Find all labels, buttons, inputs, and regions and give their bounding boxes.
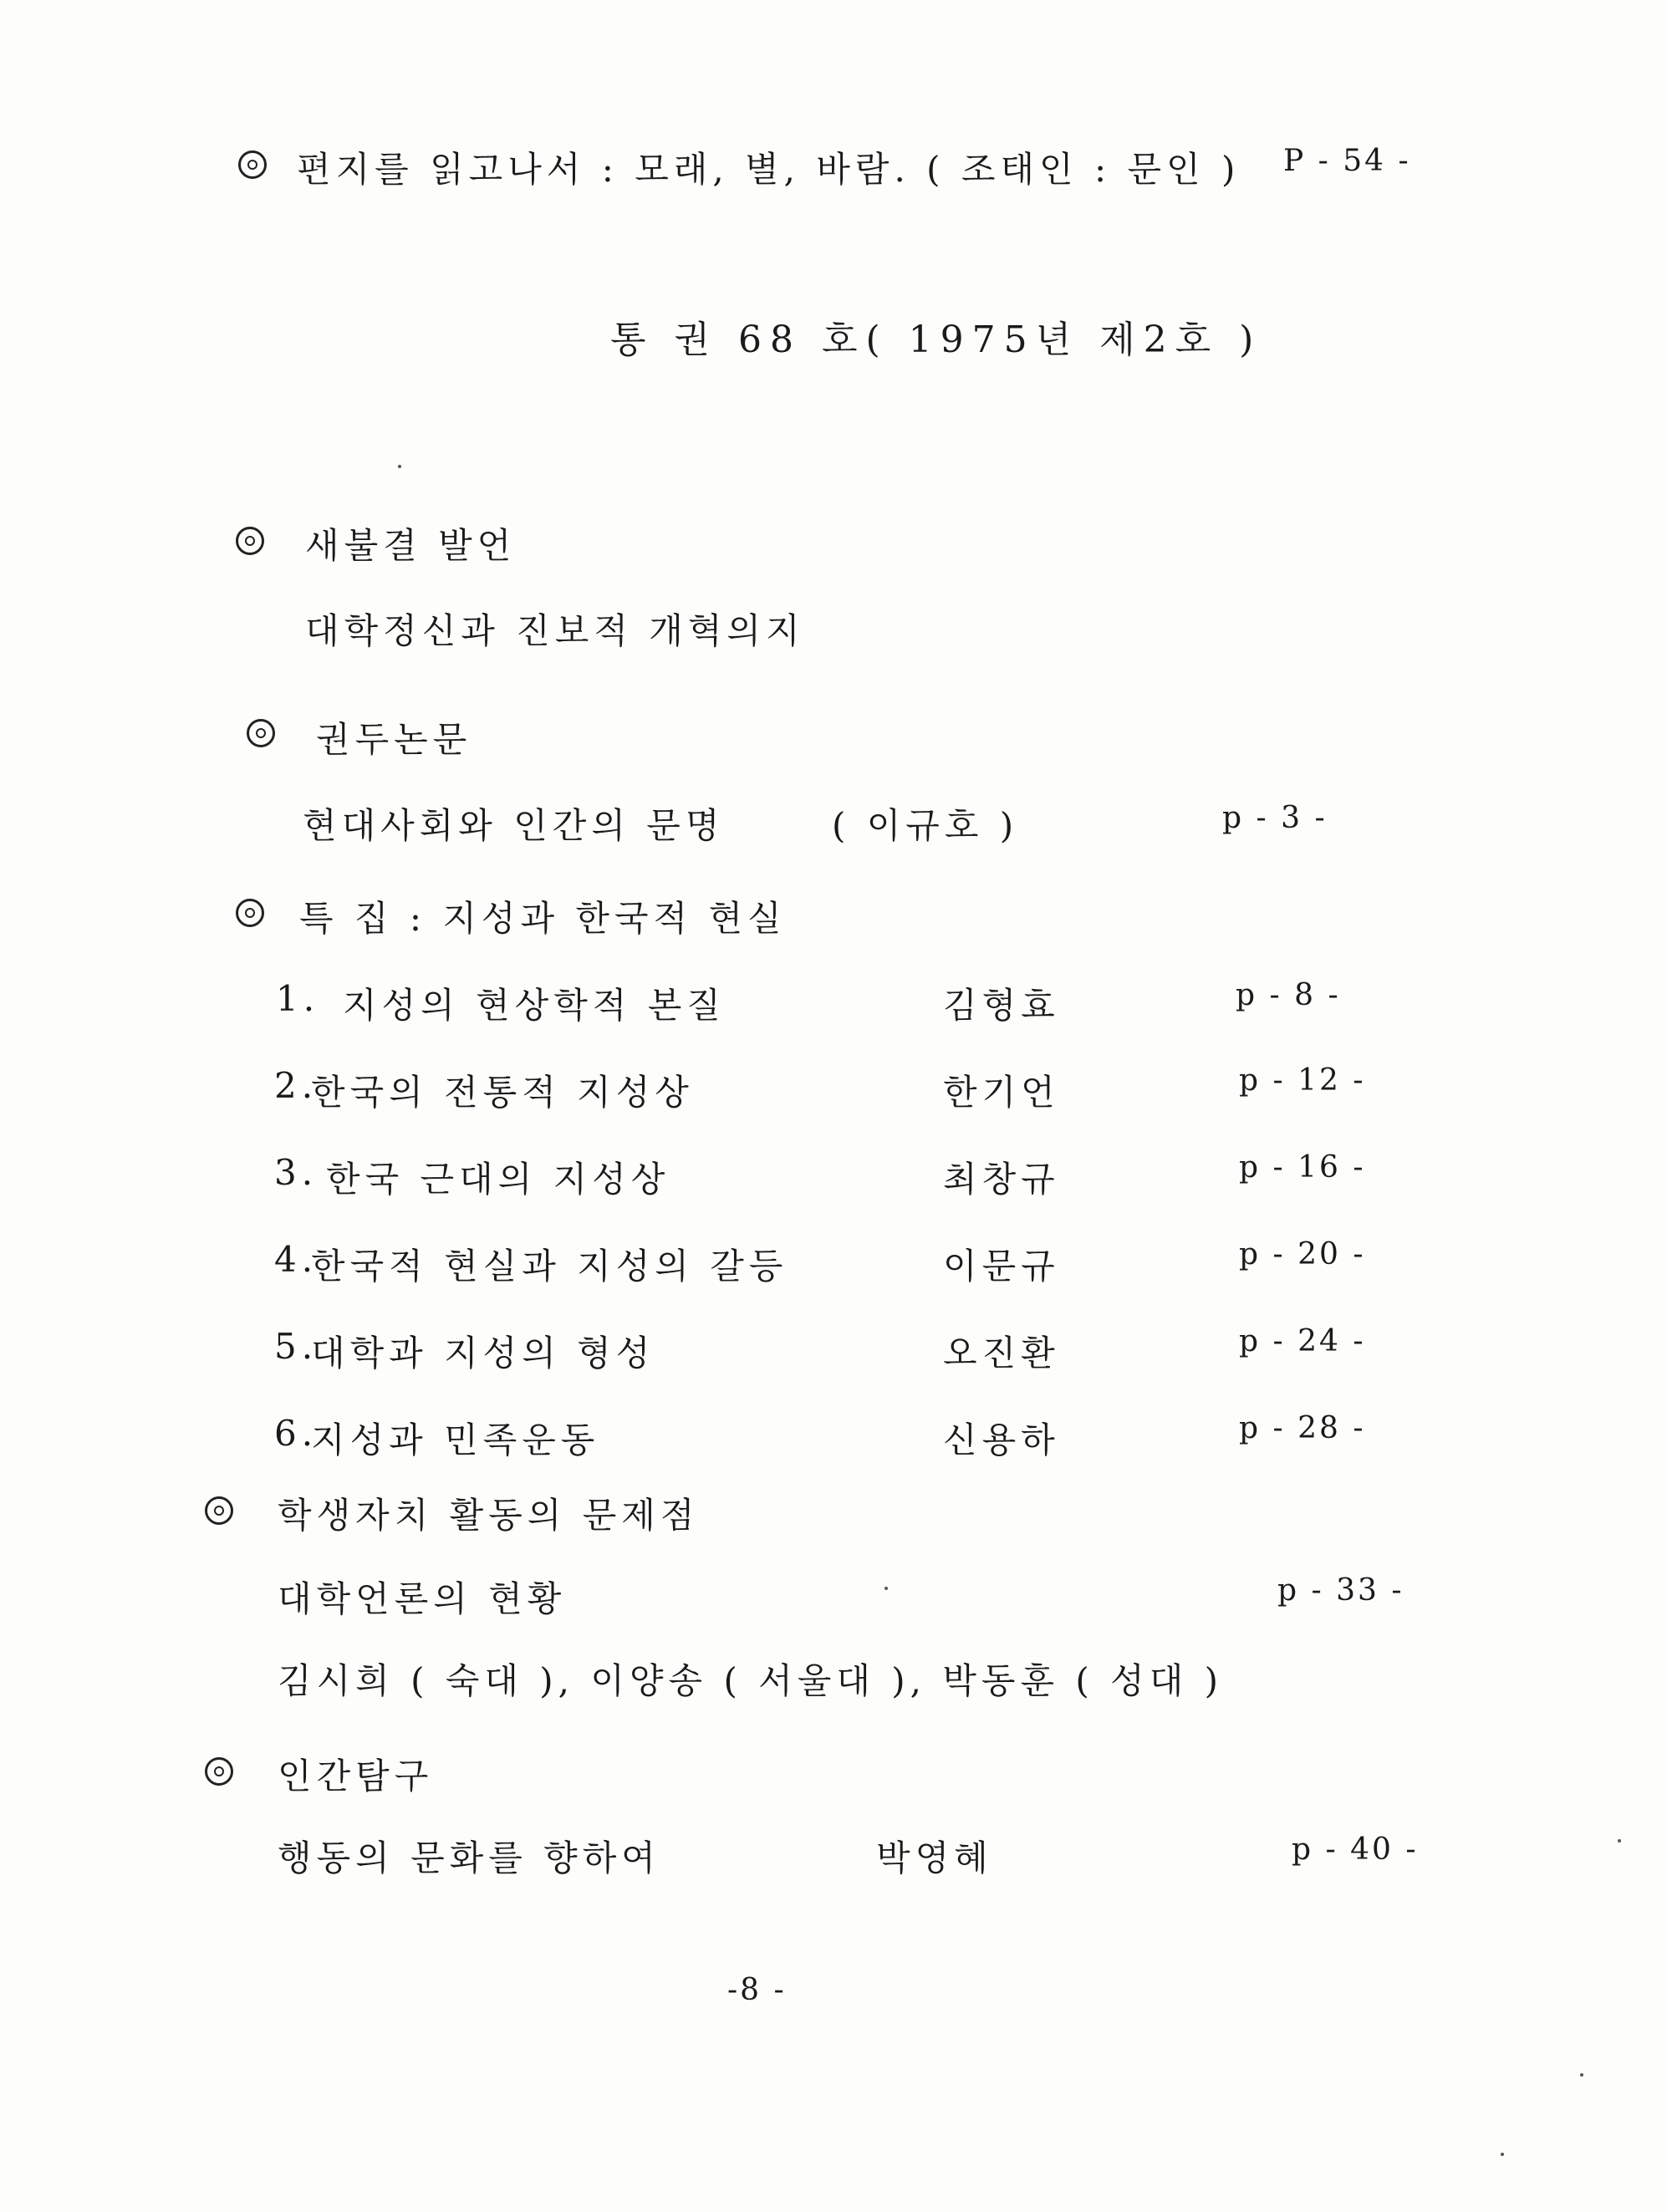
section-participants: 김시희 ( 숙대 ), 이양송 ( 서울대 ), 박동훈 ( 성대 )	[278, 1660, 1224, 1701]
item-author: 김형효	[943, 985, 1060, 1026]
issue-heading: 통 권 68 호( 1975년 제2호 )	[610, 319, 1262, 361]
item-author: 신용하	[943, 1419, 1060, 1460]
section-title: 학생자치 활동의 문제점	[278, 1495, 700, 1536]
section-line: 행동의 문화를 향하여	[278, 1837, 660, 1878]
item-page: p - 24 -	[1239, 1324, 1366, 1358]
item-title: 한국 근대의 지성상	[326, 1159, 670, 1200]
item-number: 5.	[274, 1326, 319, 1367]
circle-bullet-icon	[247, 719, 275, 747]
section-line: 대학정신과 진보적 개혁의지	[305, 610, 805, 651]
circle-bullet-icon	[236, 899, 264, 927]
section-title: 새불결 발언	[305, 525, 517, 566]
circle-bullet-icon	[205, 1496, 233, 1525]
page-number: -8 -	[727, 1973, 787, 2007]
scan-speck	[1618, 1839, 1621, 1842]
section-page: p - 33 -	[1277, 1573, 1404, 1608]
scan-speck	[1501, 2153, 1504, 2156]
item-number: 4.	[274, 1239, 319, 1280]
item-title: 지성의 현상학적 본질	[343, 985, 726, 1026]
letters-line-page: P - 54 -	[1283, 144, 1411, 178]
section-line: 현대사회와 인간의 문명	[303, 805, 725, 846]
item-number: 6.	[274, 1413, 319, 1454]
item-page: p - 12 -	[1239, 1063, 1366, 1098]
item-author: 이문규	[943, 1246, 1060, 1287]
section-title: 특 집 : 지성과 한국적 현실	[299, 898, 787, 939]
item-title: 대학과 지성의 형성	[311, 1333, 655, 1374]
circle-bullet-icon	[236, 527, 264, 555]
item-page: p - 20 -	[1239, 1237, 1366, 1272]
section-page: p - 40 -	[1292, 1832, 1419, 1867]
item-title: 한국적 현실과 지성의 갈등	[311, 1246, 788, 1287]
item-page: p - 28 -	[1239, 1411, 1366, 1445]
item-author: 오진환	[943, 1333, 1060, 1374]
section-line: 대학언론의 현황	[278, 1578, 567, 1619]
item-author: 최창규	[943, 1159, 1060, 1200]
item-number: 1.	[276, 978, 320, 1019]
section-title: 권두논문	[316, 719, 472, 760]
item-page: p - 8 -	[1236, 978, 1341, 1012]
item-page: p - 16 -	[1239, 1150, 1366, 1185]
section-author: 박영혜	[876, 1837, 993, 1878]
item-author: 한기언	[943, 1072, 1060, 1113]
scan-speck	[884, 1587, 888, 1590]
item-number: 3.	[274, 1152, 319, 1193]
section-author: ( 이규호 )	[832, 805, 1019, 846]
scan-speck	[1580, 2073, 1583, 2077]
section-page: p - 3 -	[1222, 801, 1328, 835]
circle-bullet-icon	[205, 1757, 233, 1786]
section-title: 인간탐구	[278, 1756, 434, 1797]
item-number: 2.	[274, 1065, 319, 1106]
item-title: 지성과 민족운동	[311, 1419, 600, 1460]
scan-speck	[398, 465, 401, 468]
letters-line-title: 편지를 읽고나서 : 모래, 별, 바람. ( 조태인 : 문인 )	[297, 149, 1241, 190]
item-title: 한국의 전통적 지성상	[311, 1072, 694, 1113]
circle-bullet-icon	[238, 150, 267, 179]
